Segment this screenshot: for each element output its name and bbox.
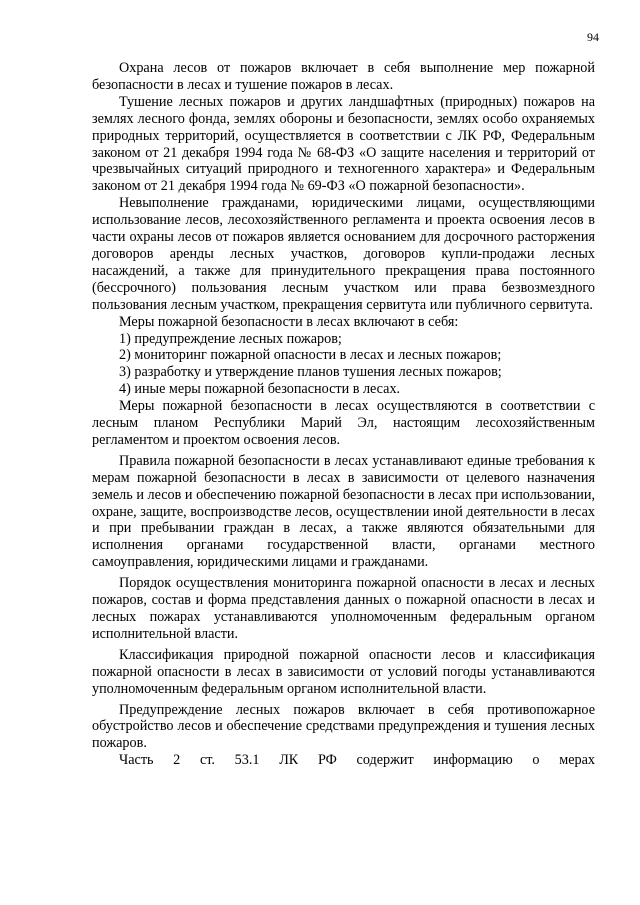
list-item: 4) иные меры пожарной безопасности в лесах. xyxy=(119,381,401,398)
paragraph-non-compliance: Невыполнение гражданами, юридическими лицами, осуществляющими использование лесов, лесохозяйственного регламента и проекта освоения лесов в части охраны лесов от пожаров является основанием для досрочного расторжения договоров аренды лесных участков, договоров купли-продажи лесных насаждений, а также для принудительного прекращения права постоянного (бессрочного) пользования лесным участком или права безвозмездного пользования лесным участком, прекращения сервитута или публичного сервитута. xyxy=(92,195,595,313)
paragraph-forest-plan: Меры пожарной безопасности в лесах осуществляются в соответствии с лесным планом Республики Марий Эл, настоящим лесохозяйственным регламентом и проектом освоения лесов. xyxy=(92,398,595,448)
paragraph-firefighting-law: Тушение лесных пожаров и других ландшафтных (природных) пожаров на землях лесного фонда, землях обороны и безопасности, землях особо охраняемых природных территорий, осуществляется в соответствии с ЛК РФ, Федеральным законом от 21 декабря 1994 года № 68-ФЗ «О защите населения и территорий от чрезвычайных ситуаций природного и техногенного характера» и Федеральным законом от 21 декабря 1994 года № 69-ФЗ «О пожарной безопасности». xyxy=(92,93,595,195)
paragraph-monitoring-procedure: Порядок осуществления мониторинга пожарной опасности в лесах и лесных пожаров, состав и форма представления данных о пожарной опасности в лесах и лесных пожарах устанавливаются уполномоченным федеральным органом исполнительной власти. xyxy=(92,575,595,642)
paragraph-fire-protection: Охрана лесов от пожаров включает в себя выполнение мер пожарной безопасности в лесах и тушение пожаров в лесах. xyxy=(92,60,595,93)
paragraph-prevention: Предупреждение лесных пожаров включает в себя противопожарное обустройство лесов и обеспечение средствами предупреждения и тушения лесных пожаров. xyxy=(92,701,595,752)
list-item: 2) мониторинг пожарной опасности в лесах и лесных пожаров; xyxy=(119,347,502,364)
paragraph-measures-intro: Меры пожарной безопасности в лесах включают в себя: xyxy=(119,313,459,330)
paragraph-fire-rules: Правила пожарной безопасности в лесах устанавливают единые требования к мерам пожарной безопасности в лесах в зависимости от целевого назначения земель и лесов и обеспечению пожарной безопасности в лесах при использовании, охране, защите, воспроизводстве лесов, осуществлении иной деятельности в лесах и при пребывании граждан в лесах, а также являются обязательными для исполнения органами государственной власти, органами местного самоуправления, юридическими лицами и гражданами. xyxy=(92,452,595,571)
paragraph-classification: Классификация природной пожарной опасности лесов и классификация пожарной опасности в лесах в зависимости от условий погоды устанавливаются уполномоченным федеральным органом исполнительной власти. xyxy=(92,646,595,697)
list-item: 1) предупреждение лесных пожаров; xyxy=(119,330,342,347)
list-item: 3) разработку и утверждение планов тушения лесных пожаров; xyxy=(119,364,502,381)
document-body xyxy=(92,60,595,769)
paragraph-article-reference: Часть 2 ст. 53.1 ЛК РФ содержит информацию о мерах xyxy=(119,752,595,769)
page-number: 94 xyxy=(587,30,599,44)
